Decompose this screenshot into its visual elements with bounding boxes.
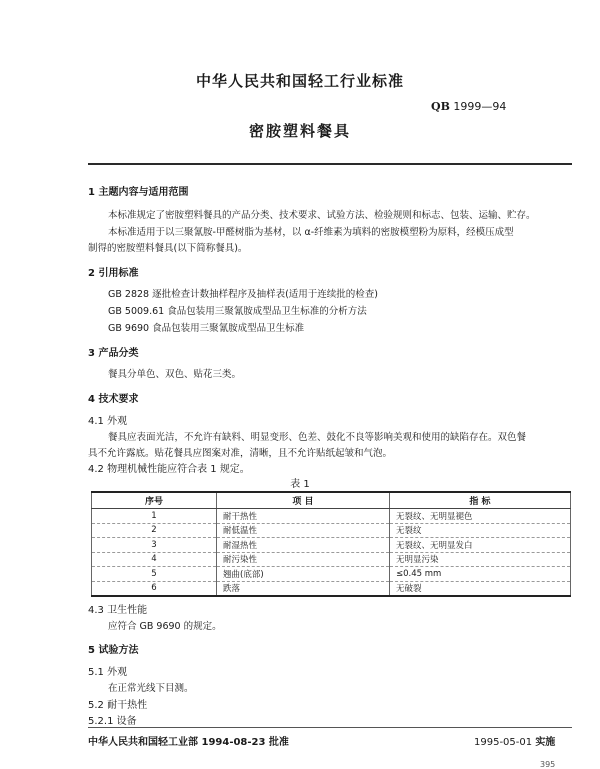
table-row bbox=[92, 581, 571, 596]
section-4-1-paragraph-cont: 具不允许露底。贴花餐具应图案对准，清晰，且不允许贴纸起皱和气泡。 bbox=[88, 448, 393, 459]
cell-spec: 无裂纹、无明显发白 bbox=[390, 538, 571, 553]
document-title: 密胺塑料餐具 bbox=[248, 122, 351, 140]
approval-line: 中华人民共和国轻工业部 1994-08-23 批准 bbox=[88, 737, 289, 748]
cell-item: 跌落 bbox=[217, 581, 390, 596]
reference-gb5009: GB 5009.61 食品包装用三聚氰胺成型品卫生标准的分析方法 bbox=[108, 306, 367, 317]
page-number: 395 bbox=[540, 760, 556, 769]
reference-gb2828: GB 2828 逐批检查计数抽样程序及抽样表(适用于连续批的检查) bbox=[108, 289, 379, 300]
col-header-number: 序号 bbox=[92, 492, 217, 509]
reference-gb9690: GB 9690 食品包装用三聚氰胺成型品卫生标准 bbox=[108, 323, 305, 334]
table-row bbox=[92, 552, 571, 567]
col-header-spec: 指 标 bbox=[390, 492, 571, 509]
section-4-heading: 4 技术要求 bbox=[88, 394, 139, 405]
cell-item: 耐干热性 bbox=[217, 509, 390, 524]
section-5-2-heading: 5.2 耐干热性 bbox=[88, 700, 148, 711]
section-3-text: 餐具分单色、双色、贴花三类。 bbox=[108, 369, 242, 380]
cell-item: 翘曲(底部) bbox=[217, 567, 390, 582]
section-4-1-paragraph: 餐具应表面光洁，不允许有缺料、明显变形、色差、鼓化不良等影响美观和使用的缺陷存在。双色餐 bbox=[108, 432, 527, 443]
cell-spec: 无破裂 bbox=[390, 581, 571, 596]
section-4-2-heading: 4.2 物理机械性能应符合表 1 规定。 bbox=[88, 464, 250, 475]
cell-spec: 无裂纹、无明显褪色 bbox=[390, 509, 571, 524]
section-1-paragraph-2-cont: 制得的密胺塑料餐具(以下简称餐具)。 bbox=[88, 243, 248, 254]
cell-spec: 无明显污染 bbox=[390, 552, 571, 567]
effective-line bbox=[474, 733, 555, 748]
cell-item: 耐污染性 bbox=[217, 552, 390, 567]
cell-number: 3 bbox=[92, 538, 217, 553]
col-header-item: 项 目 bbox=[217, 492, 390, 509]
table-header-row bbox=[92, 492, 571, 509]
section-1-heading: 1 主题内容与适用范围 bbox=[88, 187, 189, 198]
effective-label: 实施 bbox=[535, 737, 556, 748]
section-5-1-text: 在正常光线下目测。 bbox=[108, 683, 194, 694]
cell-number: 6 bbox=[92, 581, 217, 596]
property-table bbox=[91, 491, 571, 597]
section-3-heading: 3 产品分类 bbox=[88, 348, 139, 359]
cell-spec: 无裂纹 bbox=[390, 523, 571, 538]
header-rule bbox=[88, 163, 572, 165]
effective-date: 1995-05-01 bbox=[474, 737, 533, 748]
cell-number: 5 bbox=[92, 567, 217, 582]
cell-number: 4 bbox=[92, 552, 217, 567]
cell-item: 耐湿热性 bbox=[217, 538, 390, 553]
cell-number: 2 bbox=[92, 523, 217, 538]
section-4-3-text: 应符合 GB 9690 的规定。 bbox=[108, 621, 222, 632]
standard-code bbox=[431, 100, 506, 113]
section-4-1-heading: 4.1 外观 bbox=[88, 416, 128, 427]
table-row bbox=[92, 509, 571, 524]
table-row bbox=[92, 567, 571, 582]
footer-rule bbox=[88, 727, 572, 728]
issuing-authority: 中华人民共和国轻工行业标准 bbox=[195, 72, 404, 90]
cell-number: 1 bbox=[92, 509, 217, 524]
section-1-paragraph-2: 本标准适用于以三聚氰胺-甲醛树脂为基材，以 α-纤维素为填料的密胺模塑粉为原料，经模压成型 bbox=[108, 227, 514, 238]
cell-item: 耐低温性 bbox=[217, 523, 390, 538]
table-title: 表 1 bbox=[290, 479, 310, 490]
section-5-1-heading: 5.1 外观 bbox=[88, 667, 128, 678]
section-4-3-heading: 4.3 卫生性能 bbox=[88, 605, 148, 616]
standard-code-number: 1999—94 bbox=[453, 100, 507, 113]
section-2-heading: 2 引用标准 bbox=[88, 268, 139, 279]
section-1-paragraph-1: 本标准规定了密胺塑料餐具的产品分类、技术要求、试验方法、检验规则和标志、包装、运输、贮存。 bbox=[108, 210, 536, 221]
standard-code-prefix: QB bbox=[431, 100, 450, 113]
table-row bbox=[92, 523, 571, 538]
section-5-heading: 5 试验方法 bbox=[88, 645, 139, 656]
section-5-2-1-heading: 5.2.1 设备 bbox=[88, 716, 137, 727]
table-row bbox=[92, 538, 571, 553]
cell-spec: ≤0.45 mm bbox=[390, 567, 571, 582]
